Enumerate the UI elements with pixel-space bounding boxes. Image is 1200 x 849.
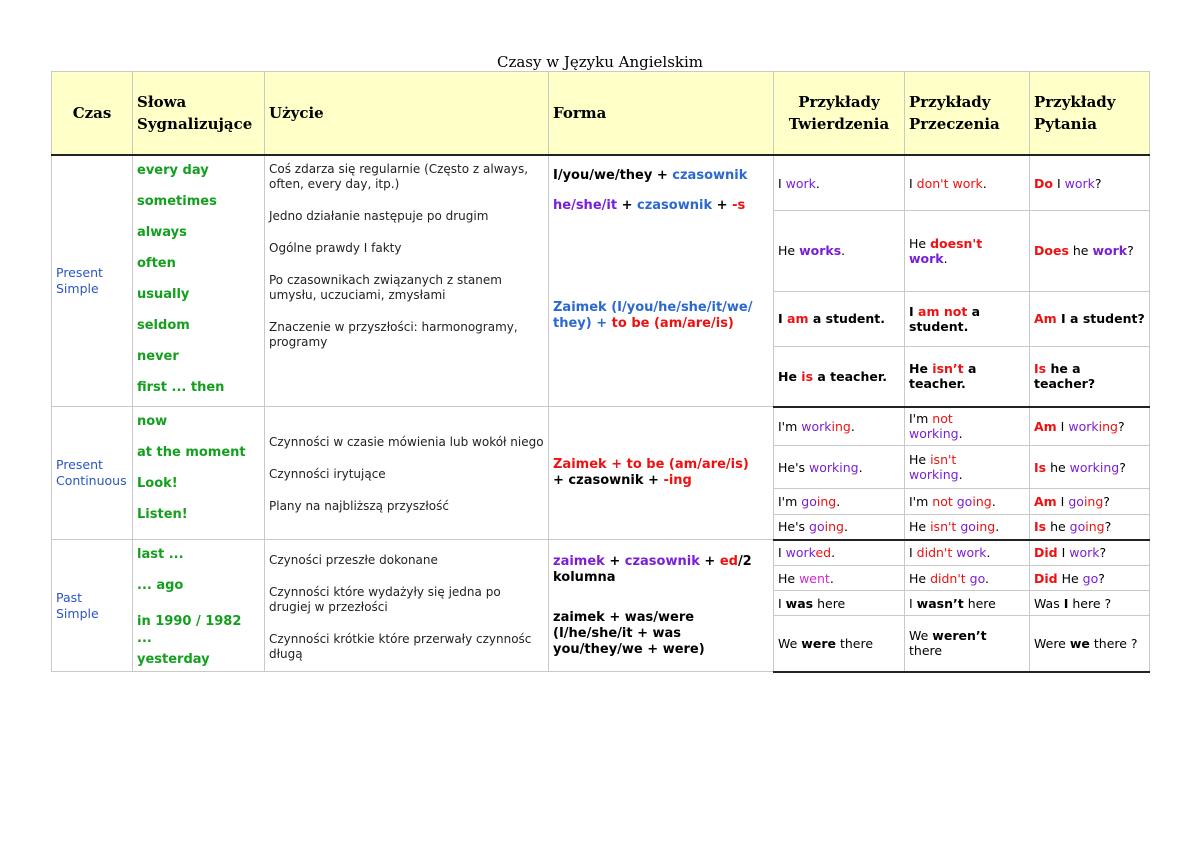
usage-item: Czyności przeszłe dokonane <box>269 552 438 567</box>
ex-part: go <box>1082 570 1099 586</box>
ex-part: ? <box>1094 175 1102 191</box>
tense-present-simple: Present Simple <box>52 155 133 407</box>
tenses-table <box>51 71 1150 673</box>
ex-part: . <box>829 570 834 586</box>
ex-part: He <box>909 361 933 377</box>
ex-part: . <box>841 243 846 259</box>
example-negative <box>905 347 1030 407</box>
usage-item: Czynności w czasie mówienia lub wokół niego <box>269 435 544 449</box>
ex-part: there <box>835 635 874 651</box>
ex-part: I a student? <box>1056 311 1145 327</box>
signal-word: last ... <box>137 547 184 562</box>
ex-part: I <box>1056 494 1069 509</box>
example-negative <box>905 446 1030 489</box>
form-part: + czasownik + <box>553 473 664 488</box>
example-negative <box>905 540 1030 566</box>
ex-part: Is <box>1034 459 1047 475</box>
ex-part: a teacher. <box>909 361 977 392</box>
ex-part: We <box>909 628 933 644</box>
ex-part: . <box>958 467 963 482</box>
ex-part: here <box>963 595 996 611</box>
usage-item: Czynności krótkie które przerwały czynnośc długą <box>269 631 532 661</box>
ex-part: working <box>809 459 859 475</box>
usage-item: Plany na najbliższą przyszłość <box>269 499 449 513</box>
ex-part: he <box>1068 243 1093 259</box>
ex-part: ed <box>815 545 832 561</box>
ex-part: go <box>801 494 817 509</box>
ex-part: work <box>1092 243 1128 259</box>
ex-part: didn't <box>930 570 966 586</box>
example-negative <box>905 515 1030 540</box>
ex-part: I'm <box>909 494 933 509</box>
usage-item: Po czasownikach związanych z stanem umysłu, uczuciami, zmysłami <box>269 273 502 302</box>
ex-part: He <box>909 519 931 535</box>
example-question <box>1030 566 1150 591</box>
form-part: Zaimek (I/you/he/she/it/we/ they) <box>553 300 753 331</box>
example-question <box>1030 211 1150 291</box>
form-part: zaimek <box>553 553 605 569</box>
ex-part: ing <box>831 418 851 434</box>
ex-part: I <box>1056 418 1069 434</box>
ex-part: a teacher. <box>813 368 887 384</box>
ex-part: ing <box>1085 519 1105 535</box>
ex-part: I <box>778 311 788 327</box>
usage-item: Czynności które wydażyły się jedna po drugiej w przezłości <box>269 584 501 614</box>
ex-part: He <box>909 235 931 251</box>
ex-part: is <box>801 368 814 384</box>
form-part: ed <box>719 553 738 569</box>
ex-part: go <box>809 519 825 535</box>
ex-part: working <box>909 426 959 442</box>
ex-part: ? <box>1119 459 1126 475</box>
ex-part: am not <box>918 303 968 319</box>
form-line <box>553 554 769 586</box>
signal-words-cell <box>133 540 265 672</box>
header-twierdzenia: Przykłady Twierdzenia <box>774 72 905 156</box>
ex-part: go <box>956 494 973 509</box>
example-negative <box>905 155 1030 211</box>
ex-part: Is <box>1034 519 1047 535</box>
ex-part: went <box>799 570 830 586</box>
table-row <box>52 407 1150 446</box>
ex-part: . <box>815 175 820 191</box>
ex-part: work <box>956 545 987 561</box>
ex-part: wasn’t <box>916 595 964 611</box>
ex-part: go <box>960 519 976 535</box>
ex-part: go <box>1068 494 1084 509</box>
signal-word: sometimes <box>137 194 217 209</box>
signal-word: every day <box>137 163 209 178</box>
example-negative <box>905 211 1030 291</box>
ex-part: . <box>986 545 991 561</box>
ex-part: he a teacher? <box>1034 361 1096 392</box>
ex-part: work <box>1064 175 1095 191</box>
ex-part: ing <box>1098 418 1118 434</box>
example-question <box>1030 616 1150 672</box>
header-czas: Czas <box>52 72 133 156</box>
example-affirmative <box>774 566 905 591</box>
signal-word: Look! <box>137 476 178 491</box>
header-slowa: Słowa Sygnalizujące <box>133 72 265 156</box>
ex-part: Did <box>1034 545 1058 561</box>
header-pytania: Przykłady Pytania <box>1030 72 1150 156</box>
ex-part: ? <box>1117 418 1125 434</box>
ex-part: ? <box>1099 545 1107 561</box>
example-question <box>1030 515 1150 540</box>
ex-part: . <box>850 418 855 434</box>
ex-part: ing <box>975 519 996 535</box>
ex-part: here <box>813 595 846 611</box>
example-negative <box>905 566 1030 591</box>
form-part: + <box>699 553 720 569</box>
usage-item: Jedno działanie następuje po drugim <box>269 209 489 223</box>
ex-part: . <box>982 175 987 191</box>
ex-part: Am <box>1034 418 1057 434</box>
form-line: Zaimek + to be (am/are/is) <box>553 457 749 472</box>
header-forma: Forma <box>549 72 774 156</box>
example-question <box>1030 155 1150 211</box>
ex-part: working <box>1069 459 1120 475</box>
ex-part: work <box>785 175 816 191</box>
example-affirmative <box>774 489 905 515</box>
form-line: zaimek + was/were (I/he/she/it + was you/they/we + were) <box>553 609 705 657</box>
form-cell <box>549 407 774 540</box>
example-affirmative <box>774 446 905 489</box>
ex-part: don't work <box>916 175 983 191</box>
ex-part: didn't <box>916 545 953 561</box>
ex-part: was <box>785 595 814 611</box>
example-affirmative <box>774 211 905 291</box>
form-part: + <box>617 198 638 213</box>
example-question <box>1030 347 1150 407</box>
ex-part: Am <box>1034 494 1057 509</box>
ex-part: ing <box>1083 494 1104 509</box>
form-part: + <box>652 168 673 183</box>
ex-part: isn't <box>930 452 957 467</box>
ex-part: He <box>778 368 802 384</box>
signal-word: first ... then <box>137 380 225 395</box>
usage-item: Ogólne prawdy I fakty <box>269 241 402 255</box>
form-line <box>553 198 769 214</box>
ex-part: Do <box>1034 175 1053 191</box>
example-negative <box>905 407 1030 446</box>
form-cell <box>549 540 774 672</box>
usage-item: Znaczenie w przyszłości: harmonogramy, programy <box>269 320 518 349</box>
ex-part: isn’t <box>932 361 964 377</box>
ex-part: I <box>909 303 919 319</box>
document-title: Czasy w Języku Angielskim <box>496 53 704 71</box>
ex-part: go <box>969 570 986 586</box>
ex-part: he <box>1046 519 1070 535</box>
header-uzycie: Użycie <box>265 72 549 156</box>
example-affirmative <box>774 540 905 566</box>
ex-part: He <box>1057 570 1083 586</box>
table-row <box>52 540 1150 566</box>
ex-part: . <box>858 459 863 475</box>
ex-part: . <box>843 519 848 535</box>
ex-part: not <box>932 411 953 427</box>
ex-part: work <box>909 250 944 266</box>
ex-part: ing <box>972 494 992 509</box>
ex-part: He's <box>778 519 810 535</box>
signal-word: seldom <box>137 318 190 333</box>
ex-part: . <box>958 426 963 442</box>
usage-cell <box>265 407 549 540</box>
form-part: + <box>604 553 625 569</box>
example-affirmative <box>774 616 905 672</box>
ex-part: Did <box>1034 570 1058 586</box>
ex-part: We <box>778 635 802 651</box>
ex-part: ? <box>1103 494 1110 509</box>
ex-part: Does <box>1034 243 1069 259</box>
ex-part: weren’t <box>932 628 987 644</box>
form-cell <box>549 155 774 407</box>
example-affirmative <box>774 515 905 540</box>
ex-part: doesn't <box>930 235 983 251</box>
signal-word: usually <box>137 287 190 302</box>
ex-part: I'm <box>778 418 802 434</box>
signal-word: often <box>137 256 176 271</box>
form-part: czasownik <box>637 198 713 213</box>
ex-part: I <box>1063 595 1069 611</box>
form-line <box>553 168 769 184</box>
header-przeczenia: Przykłady Przeczenia <box>905 72 1030 156</box>
form-part: + <box>712 198 733 213</box>
signal-word: in 1990 / 1982 ... <box>137 614 242 646</box>
example-question <box>1030 540 1150 566</box>
form-part: /2 kolumna <box>553 553 752 585</box>
ex-part: he <box>1046 459 1070 475</box>
ex-part: Is <box>1034 361 1047 377</box>
form-line <box>553 300 769 332</box>
ex-part: I <box>778 595 786 611</box>
example-negative <box>905 616 1030 672</box>
ex-part: . <box>836 494 841 509</box>
example-negative <box>905 489 1030 515</box>
ex-part: a student. <box>808 311 885 327</box>
form-part: czasownik <box>672 168 748 183</box>
ex-part: . <box>943 250 948 266</box>
tense-past-simple: Past Simple <box>52 540 133 672</box>
form-part: to be (am/are/is) <box>611 316 734 331</box>
ex-part: ? <box>1127 243 1134 259</box>
ex-part: works <box>799 243 842 259</box>
ex-part: work <box>801 418 832 434</box>
example-affirmative <box>774 155 905 211</box>
ex-part: I <box>778 545 786 561</box>
ex-part: here ? <box>1068 595 1112 611</box>
ex-part: there <box>909 643 943 659</box>
ex-part: . <box>995 519 1000 535</box>
ex-part: He <box>778 570 800 586</box>
table-row <box>52 155 1150 211</box>
ex-part: am <box>787 311 809 327</box>
ex-part: ? <box>1098 570 1105 586</box>
example-affirmative <box>774 591 905 616</box>
ex-part: work <box>1068 418 1099 434</box>
ex-part: ? <box>1104 519 1112 535</box>
signal-word: Listen! <box>137 507 188 522</box>
tense-present-continuous: Present Continuous <box>52 407 133 540</box>
form-part: -ing <box>663 473 692 488</box>
usage-cell <box>265 155 549 407</box>
ex-part: not <box>932 494 953 509</box>
signal-word: at the moment <box>137 445 246 460</box>
ex-part: He <box>909 570 931 586</box>
usage-item: Czynności irytujące <box>269 467 386 481</box>
ex-part: ing <box>816 494 837 509</box>
ex-part: He <box>909 452 931 467</box>
ex-part: a student. <box>909 303 981 334</box>
example-affirmative <box>774 407 905 446</box>
ex-part: I'm <box>778 494 802 509</box>
example-affirmative <box>774 347 905 407</box>
ex-part: there ? <box>1089 635 1138 651</box>
signal-words-cell <box>133 155 265 407</box>
form-part: + <box>591 316 612 331</box>
form-line <box>553 473 769 489</box>
ex-part: I <box>778 175 786 191</box>
ex-part: I <box>1057 545 1070 561</box>
ex-part: we <box>1069 635 1090 651</box>
signal-word: now <box>137 414 168 429</box>
ex-part: Am <box>1034 311 1057 327</box>
ex-part: . <box>991 494 996 509</box>
ex-part: work <box>1069 545 1100 561</box>
form-part: I/you/we/they <box>553 168 653 183</box>
ex-part: . <box>831 545 836 561</box>
ex-part: ing <box>824 519 844 535</box>
signal-word: yesterday <box>137 652 210 667</box>
form-part: czasownik <box>624 553 700 569</box>
ex-part: I'm <box>909 411 933 427</box>
ex-part: I <box>909 595 917 611</box>
ex-part: Were <box>1034 635 1070 651</box>
example-question <box>1030 591 1150 616</box>
example-question <box>1030 291 1150 347</box>
signal-words-cell <box>133 407 265 540</box>
example-affirmative <box>774 291 905 347</box>
ex-part: go <box>1069 519 1086 535</box>
example-question <box>1030 446 1150 489</box>
ex-part: I <box>909 175 917 191</box>
ex-part: I <box>909 545 917 561</box>
signal-word: ... ago <box>137 578 184 593</box>
signal-word: never <box>137 349 179 364</box>
form-part: he/she/it <box>553 198 618 213</box>
signal-word: always <box>137 225 187 240</box>
ex-part: were <box>801 635 836 651</box>
ex-part: He <box>778 243 800 259</box>
example-question <box>1030 489 1150 515</box>
ex-part: working <box>909 467 959 482</box>
usage-cell <box>265 540 549 672</box>
example-question <box>1030 407 1150 446</box>
example-negative <box>905 591 1030 616</box>
ex-part: Was <box>1034 595 1064 611</box>
ex-part: isn't <box>930 519 957 535</box>
header-row <box>52 72 1150 156</box>
usage-item: Coś zdarza się regularnie (Często z always, often, every day, itp.) <box>269 162 529 191</box>
form-part: -s <box>732 198 746 213</box>
example-negative <box>905 291 1030 347</box>
ex-part: He's <box>778 459 810 475</box>
ex-part: . <box>985 570 990 586</box>
ex-part: I <box>1052 175 1065 191</box>
ex-part: work <box>785 545 816 561</box>
